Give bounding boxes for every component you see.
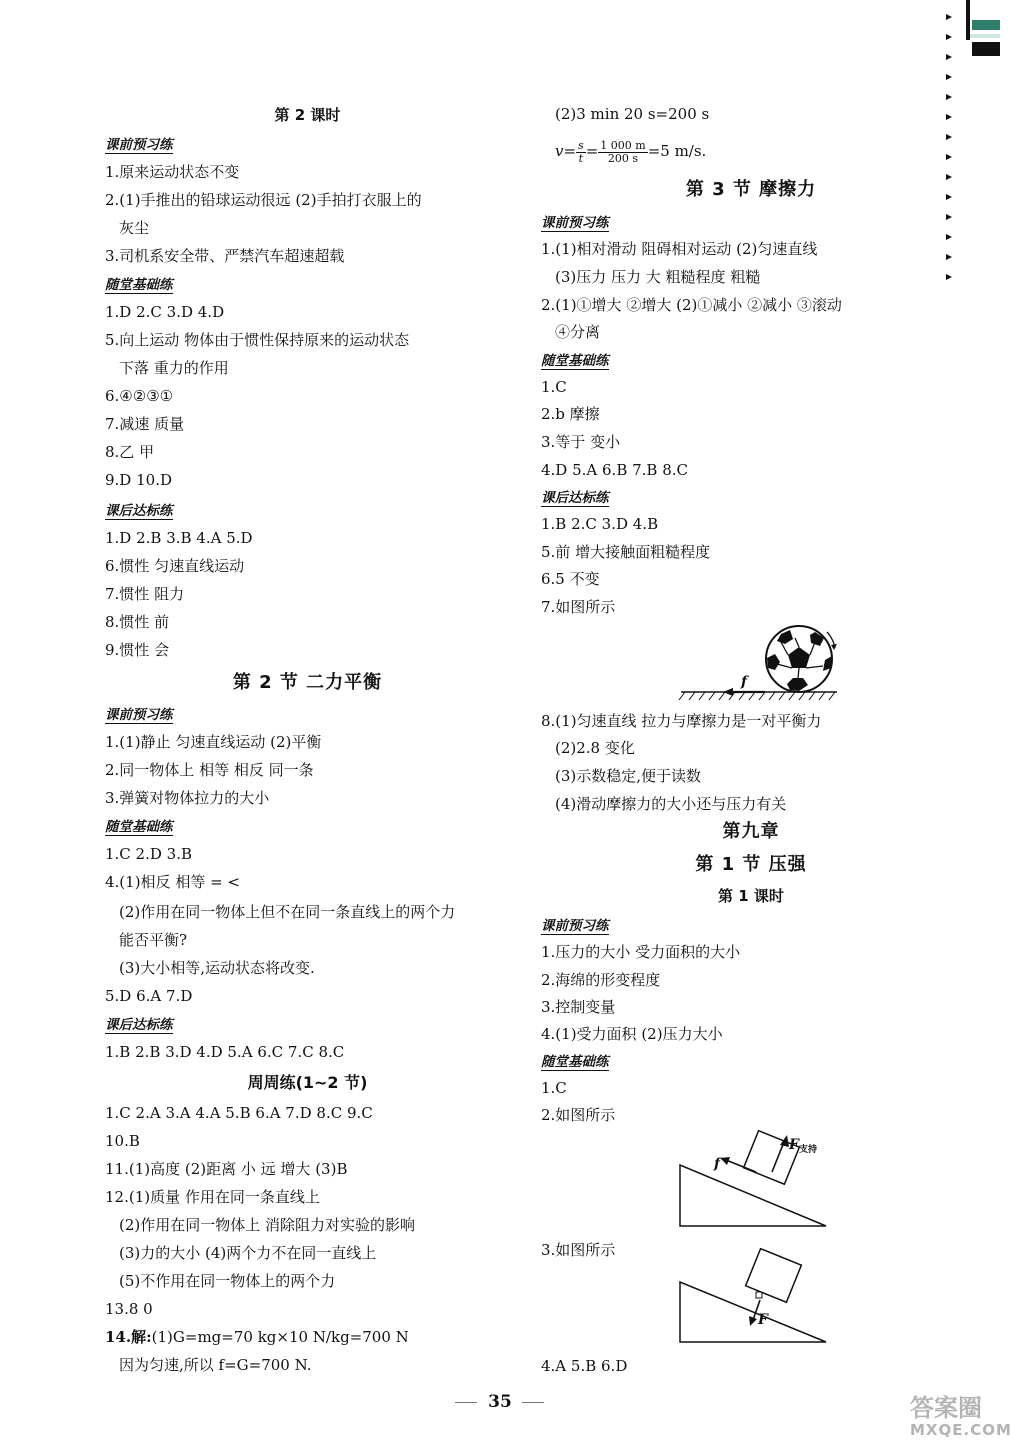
page-number: 35 xyxy=(488,1392,512,1412)
answer-line: 2.同一物体上 相等 相反 同一条 xyxy=(105,761,314,779)
answer-line: 11.(1)高度 (2)距离 小 远 增大 (3)B xyxy=(105,1160,348,1178)
answer-line: 2.海绵的形变程度 xyxy=(541,971,661,989)
subsection-after: 课后达标练 xyxy=(541,490,609,506)
answer-line: (2)作用在同一物体上 消除阻力对实验的影响 xyxy=(119,1216,416,1234)
subsection-basic: 随堂基础练 xyxy=(541,1054,609,1070)
answer-line: 13.8 0 xyxy=(105,1300,153,1318)
solution-step: (1)G=mg=70 kg×10 N/kg=700 N xyxy=(151,1328,409,1346)
answer-line: 灰尘 xyxy=(119,219,150,237)
weekly-title: 周周练(1~2 节) xyxy=(247,1073,368,1092)
answer-line: 3.司机系安全带、严禁汽车超速超载 xyxy=(105,247,345,265)
answer-line: 9.D 10.D xyxy=(105,471,172,489)
answer-line: 3.控制变量 xyxy=(541,998,616,1016)
answer-line: 1.C 2.D 3.B xyxy=(105,845,192,863)
answer-line: 4.(1)相反 相等 = < xyxy=(105,873,241,891)
answer-line: 2.如图所示 xyxy=(541,1106,616,1124)
subsection-basic: 随堂基础练 xyxy=(541,353,609,369)
answer-line: (4)滑动摩擦力的大小还与压力有关 xyxy=(555,795,787,813)
answer-line: 5.前 增大接触面粗糙程度 xyxy=(541,543,711,561)
answer-line: 3.等于 变小 xyxy=(541,433,621,451)
subsection-basic: 随堂基础练 xyxy=(105,277,173,293)
support-force-label: $F_{支持}$ xyxy=(789,1137,817,1155)
answer-line: (3)大小相等,运动状态将改变. xyxy=(119,959,315,977)
answer-line: 6.惯性 匀速直线运动 xyxy=(105,557,245,575)
answer-line: 1.C 2.A 3.A 4.A 5.B 6.A 7.D 8.C 9.C xyxy=(105,1104,373,1122)
incline-pressure-figure xyxy=(676,1262,831,1347)
answer-line: 1.B 2.C 3.D 4.B xyxy=(541,515,659,533)
answer-line: 5.向上运动 物体由于惯性保持原来的运动状态 xyxy=(105,331,410,349)
velocity-formula: v= $\frac{s}{t}$ = $\frac{1 000 m}{200 s}$ =5 m/s. xyxy=(555,138,707,165)
section-title: 第 3 节 摩擦力 xyxy=(685,179,817,200)
answer-line: (2)2.8 变化 xyxy=(555,739,635,757)
pressure-force-label: F xyxy=(758,1312,768,1328)
answer-line: 1.(1)静止 匀速直线运动 (2)平衡 xyxy=(105,733,322,751)
answer-line: (2)作用在同一物体上但不在同一条直线上的两个力 xyxy=(119,903,456,921)
answer-line: ④分离 xyxy=(555,323,601,341)
answer-line: 7.惯性 阻力 xyxy=(105,585,185,603)
answer-line: 1.C xyxy=(541,378,567,396)
subsection-basic: 随堂基础练 xyxy=(105,819,173,835)
answer-line: 9.惯性 会 xyxy=(105,641,170,659)
answer-line: 1.D 2.C 3.D 4.D xyxy=(105,303,225,321)
answer-line: 4.A 5.B 6.D xyxy=(541,1357,628,1375)
subsection-preview: 课前预习练 xyxy=(105,137,173,153)
answer-line: (3)压力 压力 大 粗糙程度 粗糙 xyxy=(555,268,761,286)
answer-line: 2.(1)手推出的铅球运动很远 (2)手拍打衣服上的 xyxy=(105,191,422,209)
answer-line: 7.减速 质量 xyxy=(105,415,185,433)
answer-line xyxy=(105,1327,409,1347)
answer-line: 2.b 摩擦 xyxy=(541,405,600,423)
lesson-title: 第 1 课时 xyxy=(718,887,784,905)
chapter-title: 第九章 xyxy=(722,821,780,842)
answer-line: 下落 重力的作用 xyxy=(119,359,229,377)
answer-line: (2)3 min 20 s=200 s xyxy=(555,105,710,123)
fraction-distance-over-time: $\frac{1 000 m}{200 s}$ xyxy=(600,138,646,165)
answer-line: 12.(1)质量 作用在同一条直线上 xyxy=(105,1188,320,1206)
formula-v: v= xyxy=(555,142,577,160)
answer-line: 因为匀速,所以 f=G=700 N. xyxy=(119,1356,312,1374)
footer-dash-right xyxy=(522,1402,544,1403)
answer-line: 3.如图所示 xyxy=(541,1241,616,1259)
answer-line: 1.D 2.B 3.B 4.A 5.D xyxy=(105,529,253,547)
section-title: 第 2 节 二力平衡 xyxy=(232,672,383,693)
watermark-logo xyxy=(910,1394,1012,1445)
answer-line: 6.5 不变 xyxy=(541,570,600,588)
answer-line: (3)力的大小 (4)两个力不在同一直线上 xyxy=(119,1244,377,1262)
lesson-title: 第 2 课时 xyxy=(274,106,341,124)
friction-f-label: f xyxy=(714,1156,721,1172)
answer-line: 8.惯性 前 xyxy=(105,613,170,631)
answer-line: 3.弹簧对物体拉力的大小 xyxy=(105,789,270,807)
soccer-ball-figure xyxy=(677,620,837,705)
answer-line: 1.(1)相对滑动 阻碍相对运动 (2)匀速直线 xyxy=(541,240,818,258)
subsection-after: 课后达标练 xyxy=(105,503,173,519)
answer-line: 1.压力的大小 受力面积的大小 xyxy=(541,943,741,961)
answer-line: 4.D 5.A 6.B 7.B 8.C xyxy=(541,461,689,479)
subsection-preview: 课前预习练 xyxy=(105,707,173,723)
answer-line: 1.C xyxy=(541,1079,567,1097)
answer-line: (5)不作用在同一物体上的两个力 xyxy=(119,1272,336,1290)
answer-line: 4.(1)受力面积 (2)压力大小 xyxy=(541,1025,723,1043)
subsection-preview: 课前预习练 xyxy=(541,918,609,934)
answer-line: 2.(1)①增大 ②增大 (2)①减小 ②减小 ③滚动 xyxy=(541,296,842,314)
section-title: 第 1 节 压强 xyxy=(695,854,807,875)
answer-line: 6.④②③① xyxy=(105,387,174,405)
answer-line: (3)示数稳定,便于读数 xyxy=(555,767,702,785)
answer-line: 1.B 2.B 3.D 4.D 5.A 6.C 7.C 8.C xyxy=(105,1043,345,1061)
fraction-s-over-t: $\frac{s}{t}$ xyxy=(578,138,584,165)
answer-line: 8.(1)匀速直线 拉力与摩擦力是一对平衡力 xyxy=(541,712,822,730)
corner-decoration xyxy=(940,0,1000,290)
answer-line: 5.D 6.A 7.D xyxy=(105,987,193,1005)
answer-line: 能否平衡? xyxy=(119,931,188,949)
watermark-bottom: MXQE.COM xyxy=(910,1421,1012,1439)
answer-line: 1.原来运动状态不变 xyxy=(105,163,240,181)
answer-line: 10.B xyxy=(105,1132,140,1150)
watermark-top: 答案圈 xyxy=(910,1394,982,1422)
subsection-preview: 课前预习练 xyxy=(541,215,609,231)
solution-label: 14.解: xyxy=(105,1328,152,1346)
answer-line: 7.如图所示 xyxy=(541,598,616,616)
answer-line: 8.乙 甲 xyxy=(105,443,155,461)
friction-label: f xyxy=(741,674,748,690)
incline-friction-figure xyxy=(676,1130,831,1230)
subsection-after: 课后达标练 xyxy=(105,1017,173,1033)
